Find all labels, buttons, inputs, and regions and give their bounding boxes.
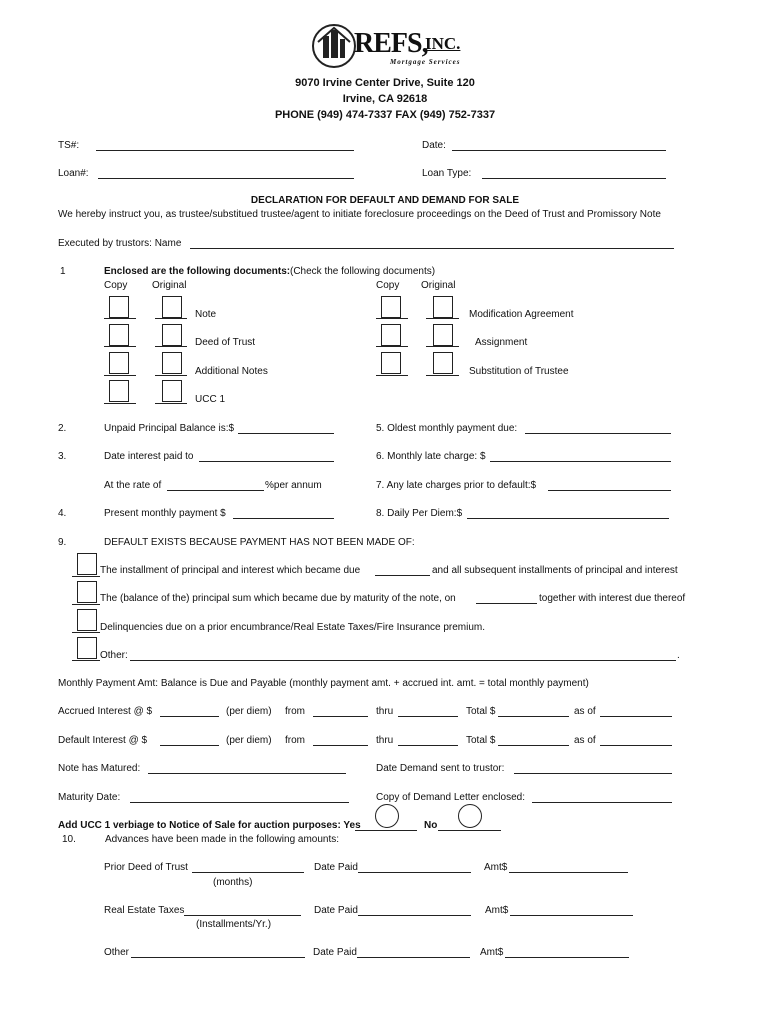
installment-default-text-2: and all subsequent installments of principal and interest — [432, 565, 678, 576]
maturity-date-input[interactable] — [130, 802, 349, 803]
doc-note-label: Note — [195, 309, 217, 320]
per-annum-label: %per annum — [265, 480, 322, 491]
default-total-field[interactable] — [498, 745, 569, 746]
default-interest-label: Default Interest @ $ — [58, 735, 148, 746]
advance-date-label: Date Paid — [313, 947, 357, 958]
ucc-no-option[interactable] — [458, 804, 482, 828]
form-title: DECLARATION FOR DEFAULT AND DEMAND FOR SALE — [250, 195, 520, 206]
monthly-late-charge-field[interactable] — [490, 461, 671, 462]
advance-amt-label: Amt$ — [480, 947, 504, 958]
installment-default-checkbox[interactable] — [77, 553, 97, 575]
demand-sent-field[interactable] — [514, 773, 672, 774]
default-per-diem-label: (per diem) — [226, 735, 272, 746]
advance-label: Other — [104, 947, 130, 958]
default-as-of-field[interactable] — [600, 745, 672, 746]
monthly-payment-text: Monthly Payment Amt: Balance is Due and Payable (monthly payment amt. + accrued int. amt. = total monthly payment) — [58, 678, 589, 689]
item-3-number: 3. — [58, 451, 67, 462]
unpaid-principal-label: Unpaid Principal Balance is:$ — [104, 423, 235, 434]
present-payment-field[interactable] — [233, 518, 334, 519]
prior-deed-field[interactable] — [192, 872, 304, 873]
section-1-number: 1 — [60, 266, 66, 277]
default-thru-field[interactable] — [398, 745, 458, 746]
taxes-amt-field[interactable] — [510, 915, 633, 916]
demand-letter-field[interactable] — [532, 802, 672, 803]
additional-notes-copy-checkbox[interactable] — [109, 352, 129, 374]
rate-label: At the rate of — [104, 480, 162, 491]
assignment-original-checkbox[interactable] — [433, 324, 453, 346]
original-header-left: Original — [152, 280, 187, 291]
advance-label: Prior Deed of Trust — [104, 862, 188, 873]
address-line-1: 9070 Irvine Center Drive, Suite 120 — [295, 77, 475, 89]
delinquencies-text: Delinquencies due on a prior encumbrance/Real Estate Taxes/Fire Insurance premium. — [100, 622, 486, 633]
section-10-number: 10. — [62, 834, 76, 845]
note-matured-label: Note has Matured: — [58, 763, 141, 774]
additional-notes-original-checkbox[interactable] — [162, 352, 182, 374]
substitution-original-checkbox[interactable] — [433, 352, 453, 374]
principal-sum-text: The (balance of the) principal sum which became due by maturity of the note, on — [100, 593, 456, 604]
ucc-yes-option[interactable] — [375, 804, 399, 828]
note-original-checkbox[interactable] — [162, 296, 182, 318]
phone-fax-line: PHONE (949) 474-7337 FAX (949) 752-7337 — [274, 109, 496, 121]
taxes-date-field[interactable] — [358, 915, 471, 916]
accrued-as-of-field[interactable] — [600, 716, 672, 717]
demand-letter-label: Copy of Demand Letter enclosed: — [376, 792, 525, 803]
substitution-copy-checkbox[interactable] — [381, 352, 401, 374]
ucc1-original-checkbox[interactable] — [162, 380, 182, 402]
address-line-2: Irvine, CA 92618 — [342, 93, 428, 105]
ts-label: TS#: — [58, 140, 80, 151]
advance-sub: (months) — [213, 877, 253, 888]
item-4-number: 4. — [58, 508, 67, 519]
advance-amt-label: Amt$ — [484, 862, 508, 873]
ts-field[interactable] — [96, 150, 354, 151]
default-amount-field[interactable] — [160, 745, 219, 746]
trustor-name-field[interactable] — [190, 248, 674, 249]
note-copy-checkbox[interactable] — [109, 296, 129, 318]
accrued-total-label: Total $ — [466, 706, 496, 717]
default-thru-label: thru — [376, 735, 394, 746]
assignment-copy-checkbox[interactable] — [381, 324, 401, 346]
principal-sum-checkbox[interactable] — [77, 581, 97, 603]
item-2-number: 2. — [58, 423, 67, 434]
modification-copy-checkbox[interactable] — [381, 296, 401, 318]
loan-field[interactable] — [98, 178, 354, 179]
present-payment-label: Present monthly payment $ — [104, 508, 226, 519]
copy-header-left: Copy — [104, 280, 128, 291]
prior-deed-date-field[interactable] — [358, 872, 471, 873]
demand-sent-label: Date Demand sent to trustor: — [376, 763, 505, 774]
other-advance-date-field[interactable] — [357, 957, 470, 958]
default-total-label: Total $ — [466, 735, 496, 746]
logo-name: REFS, — [354, 28, 428, 59]
default-from-field[interactable] — [313, 745, 368, 746]
other-default-field[interactable] — [130, 660, 676, 661]
other-advance-amt-field[interactable] — [505, 957, 629, 958]
installment-due-field[interactable] — [375, 575, 430, 576]
section-1-note: (Check the following documents) — [290, 266, 436, 277]
monthly-late-charge-label: 6. Monthly late charge: $ — [376, 451, 486, 462]
doc-ucc1-label: UCC 1 — [195, 394, 226, 405]
copy-header-right: Copy — [376, 280, 400, 291]
accrued-as-of-label: as of — [574, 706, 596, 717]
executed-by-label: Executed by trustors: Name — [58, 238, 182, 249]
accrued-from-field[interactable] — [313, 716, 368, 717]
accrued-thru-field[interactable] — [398, 716, 458, 717]
logo-suffix: INC. — [425, 34, 461, 53]
instruction-text: We hereby instruct you, as trustee/substitued trustee/agent to initiate foreclosure proceedings on the Deed of Trust and Promissory Note — [58, 209, 661, 220]
deed-original-checkbox[interactable] — [162, 324, 182, 346]
accrued-thru-label: thru — [376, 706, 394, 717]
accrued-per-diem-label: (per diem) — [226, 706, 272, 717]
modification-original-checkbox[interactable] — [433, 296, 453, 318]
late-charges-prior-field[interactable] — [548, 490, 671, 491]
note-matured-field[interactable] — [148, 773, 346, 774]
other-default-checkbox[interactable] — [77, 637, 97, 659]
accrued-from-label: from — [285, 706, 305, 717]
advance-amt-label: Amt$ — [485, 905, 509, 916]
section-1-heading: Enclosed are the following documents: — [104, 266, 291, 277]
ucc-no-label: No — [424, 820, 438, 831]
oldest-payment-label: 5. Oldest monthly payment due: — [376, 423, 518, 434]
doc-substitution-label: Substitution of Trustee — [469, 366, 569, 377]
doc-assignment-label: Assignment — [475, 337, 528, 348]
installment-default-text: The installment of principal and interest which became due — [100, 565, 361, 576]
advance-label: Real Estate Taxes — [104, 905, 185, 916]
late-charges-prior-label: 7. Any late charges prior to default:$ — [376, 480, 537, 491]
logo-tagline: Mortgage Services — [390, 58, 461, 66]
delinquencies-checkbox[interactable] — [77, 609, 97, 631]
date-label: Date: — [422, 140, 446, 151]
maturity-date-field[interactable] — [476, 603, 537, 604]
daily-per-diem-label: 8. Daily Per Diem:$ — [376, 508, 463, 519]
loan-label: Loan#: — [58, 168, 89, 179]
oldest-payment-field[interactable] — [525, 433, 671, 434]
maturity-date-label: Maturity Date: — [58, 792, 121, 803]
daily-per-diem-field[interactable] — [467, 518, 669, 519]
deed-copy-checkbox[interactable] — [109, 324, 129, 346]
other-default-label: Other: — [100, 650, 128, 661]
default-as-of-label: as of — [574, 735, 596, 746]
loan-type-label: Loan Type: — [422, 168, 472, 179]
principal-sum-text-2: together with interest due thereof — [539, 593, 686, 604]
advance-date-label: Date Paid — [314, 862, 358, 873]
interest-paid-to-field[interactable] — [199, 461, 334, 462]
unpaid-principal-field[interactable] — [238, 433, 334, 434]
doc-modification-label: Modification Agreement — [469, 309, 574, 320]
accrued-interest-label: Accrued Interest @ $ — [58, 706, 153, 717]
section-9-number: 9. — [58, 537, 67, 548]
loan-type-field[interactable] — [482, 178, 666, 179]
doc-additional-notes-label: Additional Notes — [195, 366, 268, 377]
taxes-field[interactable] — [184, 915, 301, 916]
original-header-right: Original — [421, 280, 456, 291]
company-logo — [310, 22, 470, 75]
accrued-amount-field[interactable] — [160, 716, 219, 717]
rate-field[interactable] — [167, 490, 264, 491]
other-advance-field[interactable] — [131, 957, 305, 958]
ucc1-copy-checkbox[interactable] — [109, 380, 129, 402]
date-field[interactable] — [452, 150, 666, 151]
accrued-total-field[interactable] — [498, 716, 569, 717]
section-9-heading: DEFAULT EXISTS BECAUSE PAYMENT HAS NOT BEEN MADE OF: — [104, 537, 415, 548]
section-10-heading: Advances have been made in the following amounts: — [105, 834, 340, 845]
ucc-verbiage-text: Add UCC 1 verbiage to Notice of Sale for auction purposes: Yes — [58, 820, 361, 831]
doc-deed-label: Deed of Trust — [195, 337, 256, 348]
prior-deed-amt-field[interactable] — [509, 872, 628, 873]
advance-sub: (Installments/Yr.) — [196, 919, 272, 930]
default-from-label: from — [285, 735, 305, 746]
interest-paid-to-label: Date interest paid to — [104, 451, 194, 462]
advance-date-label: Date Paid — [314, 905, 358, 916]
